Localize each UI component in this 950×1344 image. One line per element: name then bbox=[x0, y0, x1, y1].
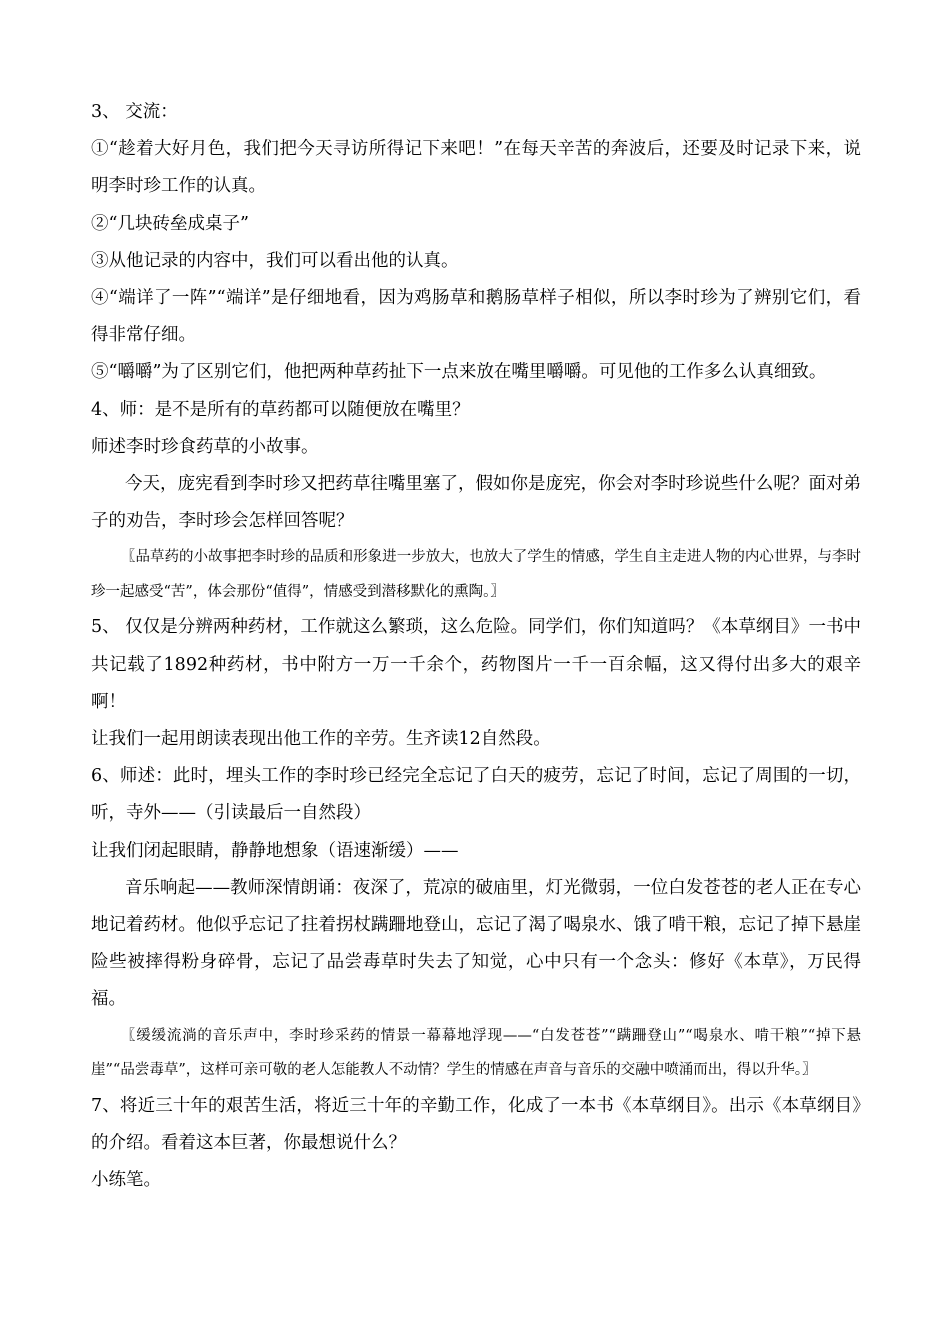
section-heading-5: 5、 仅仅是分辨两种药材，工作就这么繁琐，这么危险。同学们，你们知道吗？《本草纲目》一书中共记载了1892种药材，书中附方一万一千余个，药物图片一千一百余幅，这又得付出多大的艰辛啊！ bbox=[91, 617, 861, 712]
discussion-point-1: ①“趁着大好月色，我们把今天寻访所得记下来吧！”在每天辛苦的奔波后，还要及时记录下来，说明李时珍工作的认真。 bbox=[91, 139, 861, 197]
story-paragraph: 师述李时珍食药草的小故事。 bbox=[91, 436, 319, 457]
discussion-point-3: ③从他记录的内容中，我们可以看出他的认真。 bbox=[91, 250, 459, 271]
reading-instruction: 让我们一起用朗读表现出他工作的辛劳。生齐读12自然段。 bbox=[91, 729, 551, 750]
document-body bbox=[91, 94, 861, 1199]
recitation-paragraph: 音乐响起——教师深情朗诵：夜深了，荒凉的破庙里，灯光微弱，一位白发苍苍的老人正在专心地记着药材。他似乎忘记了拄着拐杖蹒跚地登山，忘记了渴了喝泉水、饿了啃干粮，忘记了掉下悬崖险些被摔得粉身碎骨，忘记了品尝毒草时失去了知觉，心中只有一个念头：修好《本草》，万民得福。 bbox=[91, 877, 861, 1010]
section-heading-3: 3、 交流： bbox=[91, 102, 178, 122]
teaching-note-2: 〖缓缓流淌的音乐声中，李时珍采药的情景一幕幕地浮现——“白发苍苍”“蹒跚登山”“喝泉水、啃干粮”“掉下悬崖”“品尝毒草”，这样可亲可敬的老人怎能教人不动情？学生的情感在声音与音乐的交融中喷涌而出，得以升华。〗 bbox=[91, 1027, 861, 1079]
discussion-point-4: ④“端详了一阵”“端详”是仔细地看，因为鸡肠草和鹅肠草样子相似，所以李时珍为了辨别它们，看得非常仔细。 bbox=[91, 288, 861, 346]
roleplay-paragraph: 今天，庞宪看到李时珍又把药草往嘴里塞了，假如你是庞宪，你会对李时珍说些什么呢？面对弟子的劝告，李时珍会怎样回答呢？ bbox=[91, 474, 861, 532]
imagination-prompt: 让我们闭起眼睛，静静地想象（语速渐缓）—— bbox=[91, 840, 459, 861]
section-heading-4: 4、师：是不是所有的草药都可以随便放在嘴里？ bbox=[91, 399, 470, 420]
writing-exercise: 小练笔。 bbox=[91, 1170, 161, 1191]
discussion-point-5: ⑤“嚼嚼”为了区别它们，他把两种草药扯下一点来放在嘴里嚼嚼。可见他的工作多么认真细致。 bbox=[91, 362, 827, 383]
discussion-point-2: ②“几块砖垒成桌子” bbox=[91, 213, 249, 234]
section-heading-7: 7、将近三十年的艰苦生活，将近三十年的辛勤工作，化成了一本书《本草纲目》。出示《本草纲目》的介绍。看着这本巨著，你最想说什么？ bbox=[91, 1095, 861, 1153]
teaching-note-1: 〖品草药的小故事把李时珍的品质和形象进一步放大，也放大了学生的情感，学生自主走进人物的内心世界，与李时珍一起感受“苦”，体会那份“值得”，情感受到潜移默化的熏陶。〗 bbox=[91, 549, 861, 600]
section-heading-6: 6、师述：此时，埋头工作的李时珍已经完全忘记了白天的疲劳，忘记了时间，忘记了周围的一切，听，寺外——（引读最后一自然段） bbox=[91, 766, 861, 824]
